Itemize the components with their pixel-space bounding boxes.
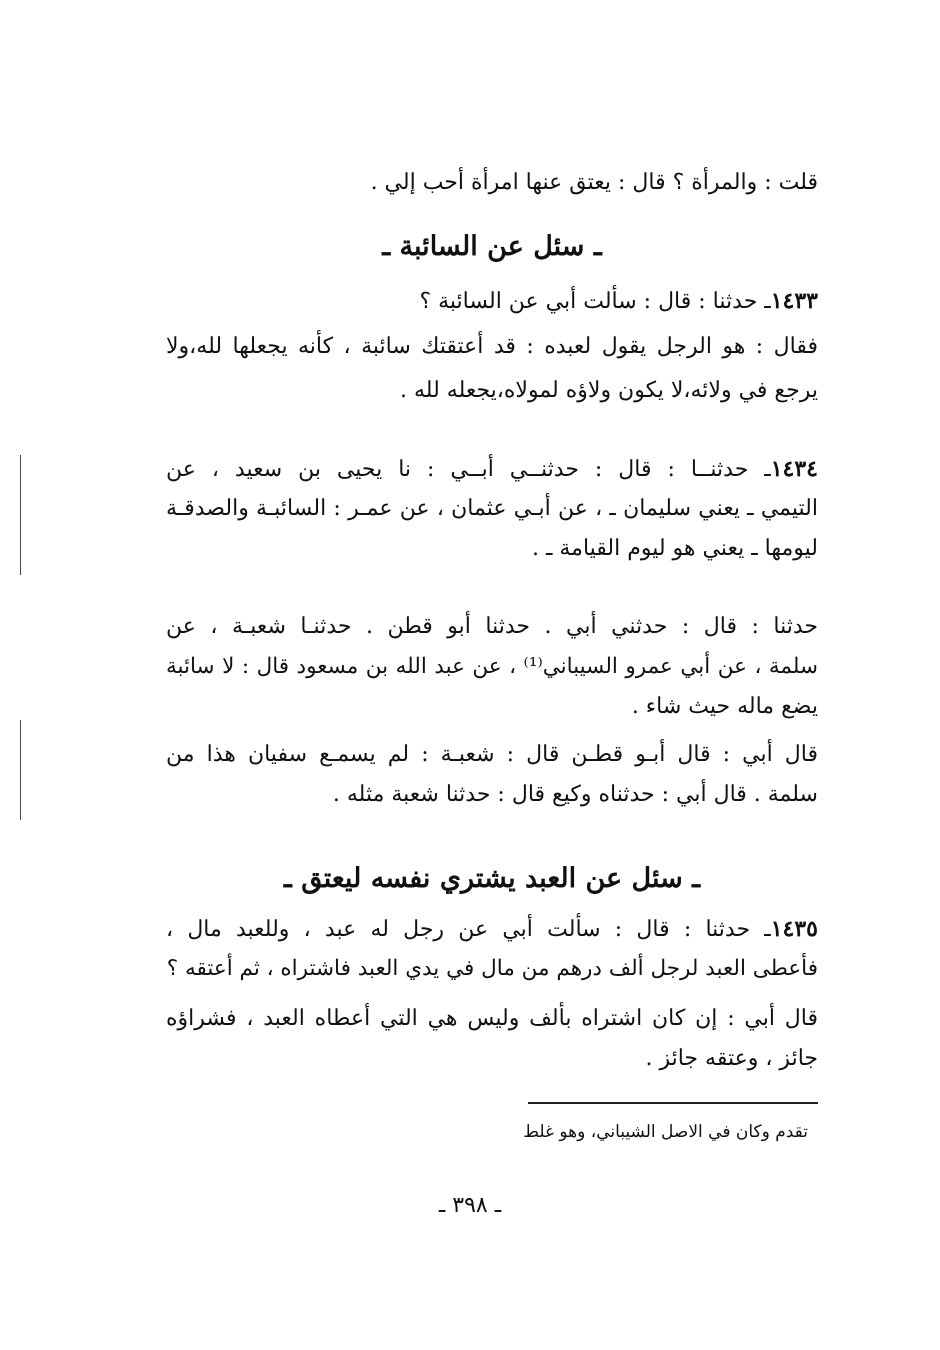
text-line: يضع ماله حيث شاء . (631, 694, 818, 719)
hadith-text: ـ حدثنا : قال : سألت أبي عن رجل له عبد ، وللعبد مال ، (166, 917, 771, 942)
text-line: سلمة ، عن أبي عمرو السيباني⁽¹⁾ ، عن عبد الله بن مسعود قال : لا سائبة (166, 654, 818, 679)
text-line: حدثنا : قال : حدثني أبي . حدثنا أبو قطن . حدثنـا شعبـة ، عن (166, 614, 818, 639)
text-line: يرجع في ولائه،لا يكون ولاؤه لمولاه،يجعله لله . (400, 378, 818, 403)
text-line: قلت : والمرأة ؟ قال : يعتق عنها امرأة أحب إلي . (370, 170, 818, 195)
hadith-1435-line (166, 914, 818, 948)
margin-scan-line (20, 720, 21, 820)
text-line: سلمة . قال أبي : حدثناه وكيع قال : حدثنا شعبة مثله . (332, 782, 818, 807)
footnote-separator (528, 1102, 818, 1104)
section-heading: ـ سئل عن العبد يشتري نفسه ليعتق ـ (283, 863, 701, 894)
text-line: جائز ، وعتقه جائز . (645, 1046, 818, 1071)
page-number: ـ ٣٩٨ ـ (438, 1193, 502, 1218)
hadith-text: ـ حدثنــا : قال : حدثنــي أبــي : نا يحيى بن سعيد ، عن (166, 457, 771, 482)
section-heading: ـ سئل عن السائبة ـ (382, 231, 602, 262)
text-line: ليومها ـ يعني هو ليوم القيامة ـ . (531, 536, 818, 561)
footnote: تقدم وكان في الاصل الشيباني، وهو غلط (523, 1122, 808, 1142)
hadith-1433-line (166, 286, 818, 320)
hadith-1434-line (166, 454, 818, 488)
hadith-number: ١٤٣٥ (770, 916, 818, 942)
text-line: فقال : هو الرجل يقول لعبده : قد أعتقتك سائبة ، كأنه يجعلها لله،ولا (166, 334, 818, 359)
hadith-text: ـ حدثنا : قال : سألت أبي عن السائبة ؟ (419, 289, 771, 314)
text-line: فأعطى العبد لرجل ألف درهم من مال في يدي العبد فاشتراه ، ثم أعتقه ؟ (166, 956, 818, 981)
text-line: التيمي ـ يعني سليمان ـ ، عن أبـي عثمان ، عن عمـر : السائبـة والصدقـة (166, 496, 818, 521)
hadith-number: ١٤٣٤ (770, 456, 818, 482)
hadith-number: ١٤٣٣ (770, 288, 818, 314)
margin-scan-line (20, 455, 21, 575)
text-line: قال أبي : قال أبـو قطـن قال : شعبـة : لم يسمـع سفيان هذا من (166, 742, 818, 767)
text-line: قال أبي : إن كان اشتراه بألف وليس هي التي أعطاه العبد ، فشراؤه (166, 1006, 819, 1031)
